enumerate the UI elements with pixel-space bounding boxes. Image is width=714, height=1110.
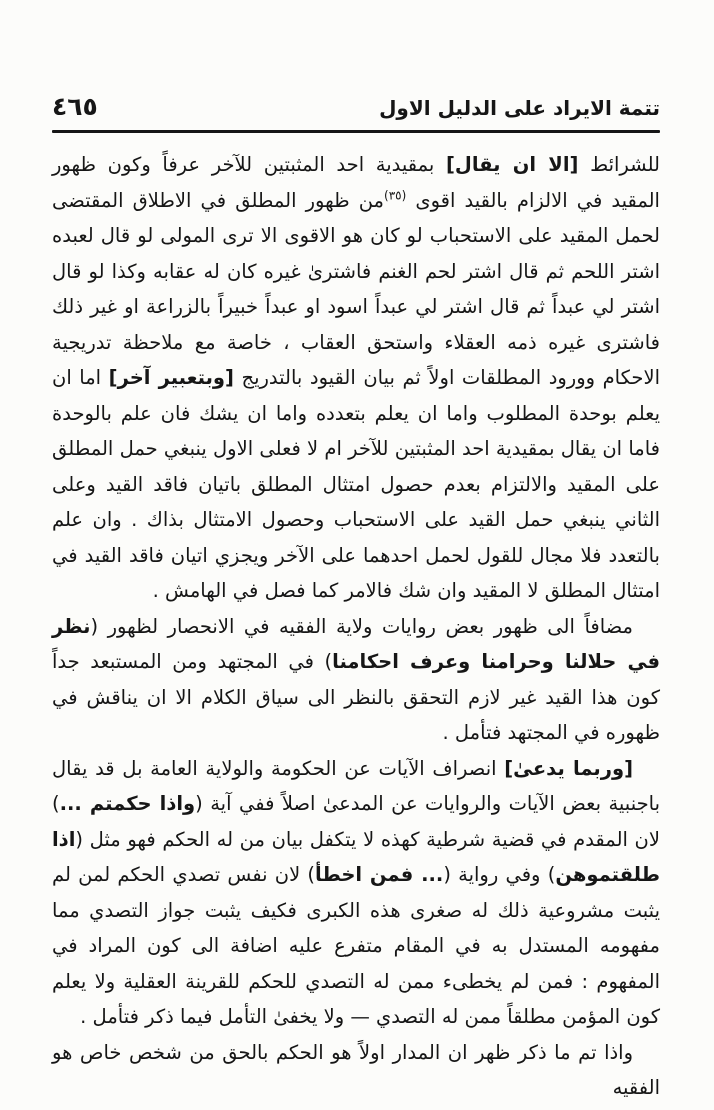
paragraph [52, 609, 660, 751]
text-segment: ) لان المقدم في قضية شرطية كهذه لا يتكفل بيان من له الحكم فهو مثل ( [52, 792, 660, 851]
text-segment: ) في المجتهد ومن المستبعد جداً كون هذا القيد غير لازم التحقق بالنظر الى سياق الكلام الا ان يناقش في ظهوره في المجتهد فتأمل . [52, 650, 660, 744]
body-text [52, 147, 660, 1106]
bold-segment: ... فمن اخطأ [315, 863, 444, 886]
page-number: ٤٦٥ [52, 92, 98, 121]
text-segment: للشرائط [578, 153, 660, 176]
paragraph [52, 751, 660, 1035]
paragraph [52, 1035, 660, 1106]
text-segment: ) وفي رواية ( [443, 863, 556, 886]
bold-segment: [الا ان يقال] [445, 153, 579, 176]
text-segment: ) لان نفس تصدي الحكم لمن لم يثبت مشروعية ذلك له صغرى هذه الكبرى فكيف يثبت جواز التصدي مما مفهومه المستدل به في المقام متفرع عليه اضافة الى كون المراد في المفهوم : فمن لم يخطىء ممن له التصدي للحكم للقرينة العقلية ولا يعلم كون المؤمن مطلقاً ممن له التصدي — ولا يخفىٰ التأمل فيما ذكر فتأمل . [52, 863, 660, 1028]
text-segment: بمقيدية احد المثبتين للآخر عرفاً وكون ظهور المقيد في الالزام بالقيد اقوى [52, 153, 660, 212]
text-segment: اما ان يعلم بوحدة المطلوب واما ان يعلم بتعدده واما ان يشك فان علم بالوحدة فاما ان يقال بمقيدية احد المثبتين للآخر ام لا فعلى الاول ينبغي حمل المطلق على المقيد والالتزام بعدم حصول امتثال المطلق باتيان فاقد القيد وعلى الثاني ينبغي حمل القيد على الاستحباب وحصول الامتثال بذاك . وان علم بالتعدد فلا مجال للقول لحمل احدهما على الآخر ويجزي اتيان فاقد القيد في امتثال المطلق لا المقيد وان شك فالامر كما فصل في الهامش . [52, 366, 660, 602]
bold-segment: اذا طلقتموهن [52, 827, 661, 886]
text-segment: انصراف الآيات عن الحكومة والولاية العامة بل قد يقال باجنبية بعض الآيات والروايات عن المدعىٰ اصلاً ففي آية ( [52, 756, 660, 815]
footnote-marker: (٣٥) [384, 188, 407, 202]
bold-segment: واذا حكمتم ... [59, 792, 196, 815]
text-segment: من ظهور المطلق في الاطلاق المقتضى لحمل المقيد على الاستحباب لو كان هو الاقوى الا ترى المولى لو قال لعبده اشتر اللحم ثم قال اشتر لحم الغنم فاشترىٰ غيره كان له عقابه وكذا لو قال اشتر لي عبداً ثم قال اشتر لي عبداً اسود او عبداً خبيراً بالزراعة او غير ذلك فاشترى غيره ذمه العقلاء واستحق العقاب ، خاصة مع ملاحظة تدريجية الاحكام وورود المطلقات اولاً ثم بيان القيود بالتدريج [52, 188, 660, 389]
page-header [52, 92, 660, 121]
header-rule [52, 130, 660, 133]
paragraph [52, 147, 660, 609]
running-title: تتمة الايراد على الدليل الاول [379, 96, 660, 120]
text-segment: واذا تم ما ذكر ظهر ان المدار اولاً هو الحكم بالحق من شخص خاص هو الفقيه [52, 1040, 660, 1099]
text-segment: مضافاً الى ظهور بعض روايات ولاية الفقيه في الانحصار لظهور ( [90, 614, 633, 638]
bold-segment: [وربما يدعىٰ] [504, 756, 634, 780]
bold-segment: نظر في حلالنا وحرامنا وعرف احكامنا [52, 614, 660, 673]
bold-segment: [وبتعبير آخر] [108, 366, 234, 389]
